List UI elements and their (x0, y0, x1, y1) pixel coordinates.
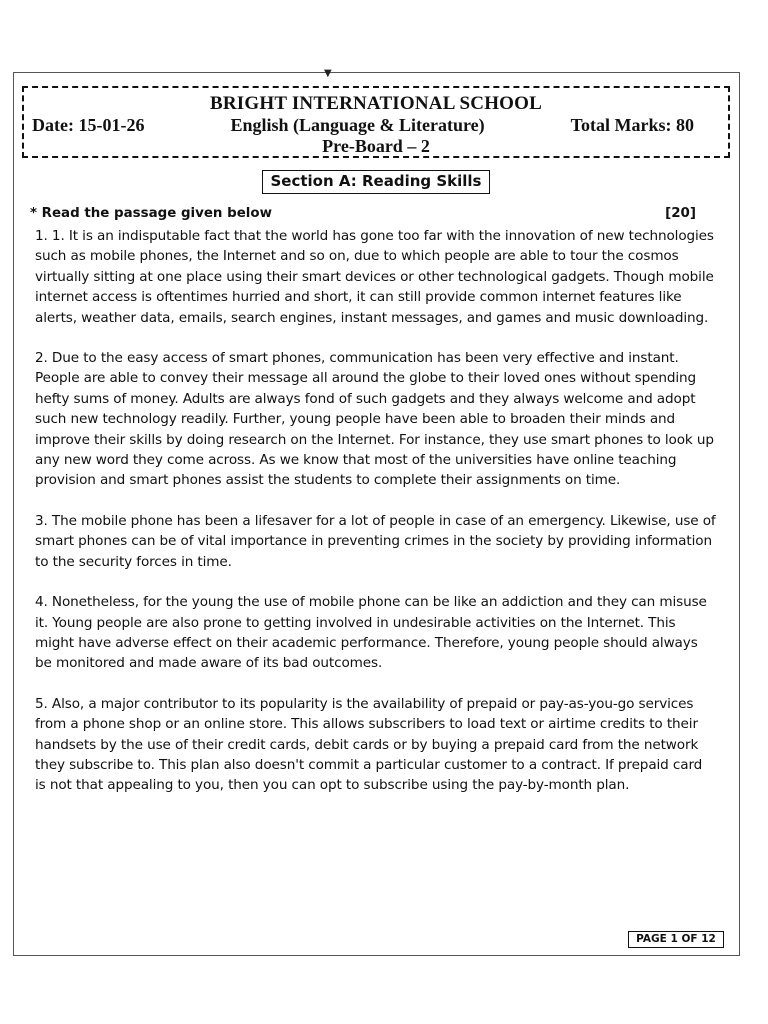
exam-date: Date: 15-01-26 (32, 115, 145, 135)
passage-paragraph-5: 5. Also, a major contributor to its popularity is the availability of prepaid or pay-as-you-go services from a phone shop or an online store. This allows subscribers to load text or airtime credits to their handsets by the use of their credit cards, debit cards or by buying a prepaid card from the network they subscribe to. This plan also doesn't commit a particular customer to a contract. If prepaid card is not that appealing to you, then you can opt to subscribe using the pay-by-month plan. (35, 695, 703, 794)
passage-paragraph-4: 4. Nonetheless, for the young the use of mobile phone can be like an addiction and they can misuse it. Young people are also prone to getting involved in undesirable activities on the Internet. This might have adverse effect on their academic performance. Therefore, young people should always be monitored and made aware of its bad outcomes. (35, 594, 707, 672)
section-marks: [20] (665, 206, 696, 221)
instruction-text: * Read the passage given below (30, 206, 272, 221)
exam-header (22, 86, 730, 158)
passage-paragraph-1: 1. 1. It is an indisputable fact that the world has gone too far with the innovation of new technologies such as mobile phones, the Internet and so on, due to which people are able to tour the cosmos virtually sitting at one place using their smart devices or other technological gadgets. Though mobile internet access is oftentimes hurried and short, it can still provide common internet features like alerts, weather data, emails, search engines, instant messages, and games and music downloading. (35, 228, 714, 326)
exam-name: Pre-Board – 2 (322, 136, 430, 156)
passage-paragraph-3: 3. The mobile phone has been a lifesaver for a lot of people in case of an emergency. Likewise, use of smart phones can be of vital importance in preventing crimes in the society by providing information to the security forces in time. (35, 512, 716, 570)
subject-name: English (Language & Literature) (230, 115, 485, 135)
header-details-row (32, 115, 694, 136)
section-title: Section A: Reading Skills (262, 170, 490, 194)
school-name: BRIGHT INTERNATIONAL SCHOOL (210, 93, 542, 114)
instruction-row (30, 206, 696, 221)
pen-mark: ▼ (324, 68, 332, 79)
page-number: PAGE 1 OF 12 (628, 931, 724, 948)
total-marks: Total Marks: 80 (570, 115, 694, 135)
reading-passage (35, 226, 717, 816)
passage-paragraph-2: 2. Due to the easy access of smart phones, communication has been very effective and instant. People are able to convey their message all around the globe to their loved ones without spending hefty sums of money. Adults are always fond of such gadgets and they always welcome and adopt such new technology readily. Further, young people have been able to broaden their minds and improve their skills by doing research on the Internet. For instance, they use smart phones to look up any new word they come across. As we know that most of the universities have online teaching provision and smart phones assist the students to complete their assignments on time. (35, 350, 714, 489)
